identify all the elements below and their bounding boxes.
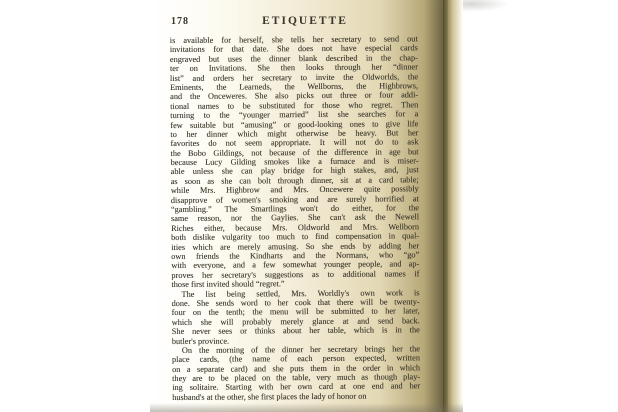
text-line: able unless she can play bridge for high stakes, and, just: [170, 165, 419, 177]
text-line: turning to the “younger married” list she searches for a: [170, 109, 419, 121]
text-line: The list being settled, Mrs. Worldly's own work is: [181, 287, 420, 299]
text-line: and the Onceweres. She also picks out three or four addi-: [170, 90, 419, 102]
text-line: ities which are merely amusing. So she ends by adding her: [171, 240, 420, 252]
paragraph: [172, 344, 420, 402]
text-line: ing solitaire. Starting with her own card at one end and her: [172, 381, 421, 393]
text-line: few suitable but “amusing” or good-looking ones to give life: [170, 118, 419, 130]
text-line: proves her secretary's suggestions as to additional names if: [171, 269, 420, 280]
page-number: 178: [171, 16, 189, 27]
page-header: [150, 15, 443, 29]
paragraph: [171, 288, 419, 346]
text-line: as soon as she can bolt through dinner, sit at a card table;: [170, 175, 419, 186]
text-line: place cards, (the name of each person expected, written: [171, 353, 421, 365]
text-line: husband's at the other, she first places the lady of honor on: [172, 391, 367, 402]
text-line: on a separate card) and she puts them in the order in which: [172, 362, 421, 374]
text-line: ter on Invitations. She then looks through her “dinner: [169, 62, 418, 74]
text-line: while Mrs. Highbrow and Mrs. Oncewere quite possibly: [170, 184, 419, 196]
text-line: they are to be placed on the table, very much as though play-: [172, 372, 421, 384]
text-line: favorites do not seem appropriate. It will not do to ask: [170, 137, 419, 149]
text-line: tional names to be substituted for those who regret. Then: [170, 100, 419, 111]
text-line: both dislike vulgarity too much to find compensation in qual-: [171, 231, 420, 243]
text-line: “gambling.” The Smartlings won't do either, for the: [170, 203, 419, 215]
text-line: list” and orders her secretary to invite the Oldworlds, the: [169, 71, 419, 83]
paragraph: [170, 34, 420, 289]
text-line: She never sees or thinks about her table, which is in the: [171, 325, 420, 337]
text-line: own friends the Kindharts and the Normans, who “go”: [171, 250, 420, 261]
book-page: [150, 0, 443, 412]
text-line: is available for herself, she tells her secretary to send out: [169, 34, 418, 46]
page-text: [170, 34, 421, 402]
text-line: with everyone, and a few somewhat younger people, and ap-: [171, 259, 420, 271]
text-line: which she will probably merely glance at and send back.: [171, 315, 420, 327]
text-line: to her dinner which might otherwise be heavy. But her: [170, 128, 419, 139]
text-line: engraved but uses the dinner blank described in the chap-: [169, 53, 418, 64]
text-line: invitations for that date. She does not have especial cards: [169, 43, 418, 55]
text-line: same reason, nor the Gaylies. She can't ask the Newell: [170, 212, 420, 224]
text-line: because Lucy Gilding smokes like a furnace and is miser-: [170, 156, 419, 168]
opposite-page-edge: [448, 0, 463, 412]
text-line: butler's province.: [171, 336, 230, 346]
text-line: those first invited should “regret.”: [171, 279, 285, 290]
text-line: four on the tenth; the menu will be submitted to her later,: [171, 306, 420, 318]
text-line: done. She sends word to her cook that there will be twenty-: [171, 297, 420, 308]
text-line: On the morning of the dinner her secretary brings her the: [181, 344, 420, 355]
text-line: disapprove of women's smoking and are surely horrified at: [170, 193, 419, 205]
page-bottom-shadow: [150, 403, 463, 412]
text-line: Riches either, because Mrs. Oldworld and Mrs. Wellborn: [171, 222, 420, 233]
running-head: ETIQUETTE: [262, 15, 348, 27]
text-line: Eminents, the Learneds, the Wellborns, the Highbrows,: [170, 81, 419, 92]
text-line: the Bobo Gildings, not because of the difference in age but: [170, 146, 419, 158]
